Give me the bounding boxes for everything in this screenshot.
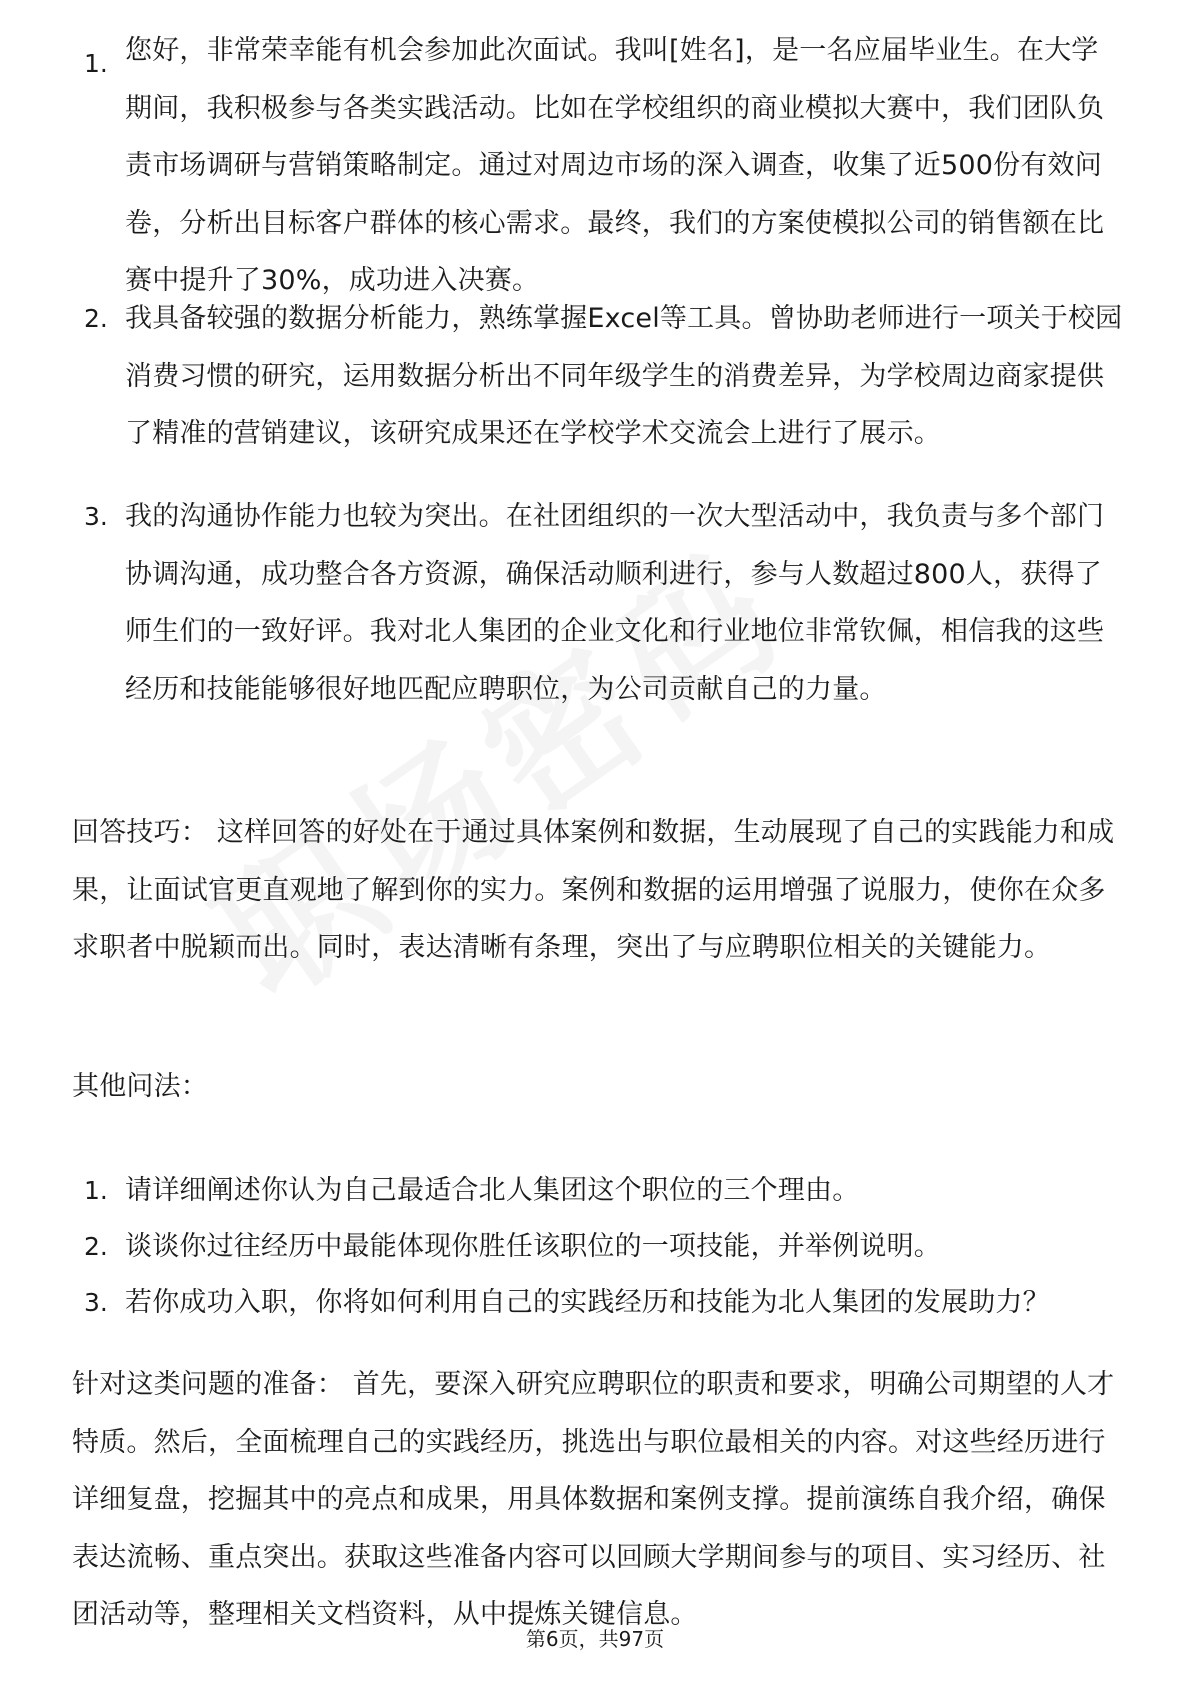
preparation-paragraph [72, 1356, 1127, 1644]
tips-label: 回答技巧： [72, 817, 208, 848]
preparation-label: 针对这类问题的准备： [72, 1369, 344, 1400]
list-number: 1. [84, 1176, 108, 1205]
list-item-text: 您好，非常荣幸能有机会参加此次面试。我叫[姓名]，是一名应届毕业生。在大学期间，我积极参与各类实践活动。比如在学校组织的商业模拟大赛中，我们团队负责市场调研与营销策略制定。通过对周边市场的深入调查，收集了近500份有效问卷，分析出目标客户群体的核心需求。最终，我们的方案使模拟公司的销售额在比赛中提升了30%，成功进入决赛。 [125, 35, 1105, 296]
list-number: 2. [84, 304, 108, 333]
list-item-text: 若你成功入职，你将如何利用自己的实践经历和技能为北人集团的发展助力？ [125, 1287, 1050, 1318]
list-item-text: 我的沟通协作能力也较为突出。在社团组织的一次大型活动中，我负责与多个部门协调沟通，成功整合各方资源，确保活动顺利进行，参与人数超过800人，获得了师生们的一致好评。我对北人集团的企业文化和行业地位非常钦佩，相信我的这些经历和技能能够很好地匹配应聘职位，为公司贡献自己的力量。 [125, 501, 1105, 705]
page-number: 第6页，共97页 [525, 1627, 665, 1651]
tips-paragraph [72, 804, 1127, 977]
other-questions-heading: 其他问法： [72, 1071, 208, 1102]
list-item-text: 我具备较强的数据分析能力，熟练掌握Excel等工具。曾协助老师进行一项关于校园消费习惯的研究，运用数据分析出不同年级学生的消费差异，为学校周边商家提供了精准的营销建议，该研究成果还在学校学术交流会上进行了展示。 [125, 303, 1123, 449]
list-item-text: 谈谈你过往经历中最能体现你胜任该职位的一项技能，并举例说明。 [125, 1231, 941, 1262]
list-number: 2. [84, 1232, 108, 1261]
list-number: 1. [84, 49, 108, 78]
list-item-text: 请详细阐述你认为自己最适合北人集团这个职位的三个理由。 [125, 1175, 860, 1206]
list-number: 3. [84, 502, 108, 531]
list-number: 3. [84, 1288, 108, 1317]
tips-text: 这样回答的好处在于通过具体案例和数据，生动展现了自己的实践能力和成果，让面试官更直观地了解到你的实力。案例和数据的运用增强了说服力，使你在众多求职者中脱颖而出。同时，表达清晰有条理，突出了与应聘职位相关的关键能力。 [72, 817, 1115, 963]
preparation-text: 首先，要深入研究应聘职位的职责和要求，明确公司期望的人才特质。然后，全面梳理自己的实践经历，挑选出与职位最相关的内容。对这些经历进行详细复盘，挖掘其中的亮点和成果，用具体数据和案例支撑。提前演练自我介绍，确保表达流畅、重点突出。获取这些准备内容可以回顾大学期间参与的项目、实习经历、社团活动等，整理相关文档资料，从中提炼关键信息。 [72, 1369, 1115, 1630]
